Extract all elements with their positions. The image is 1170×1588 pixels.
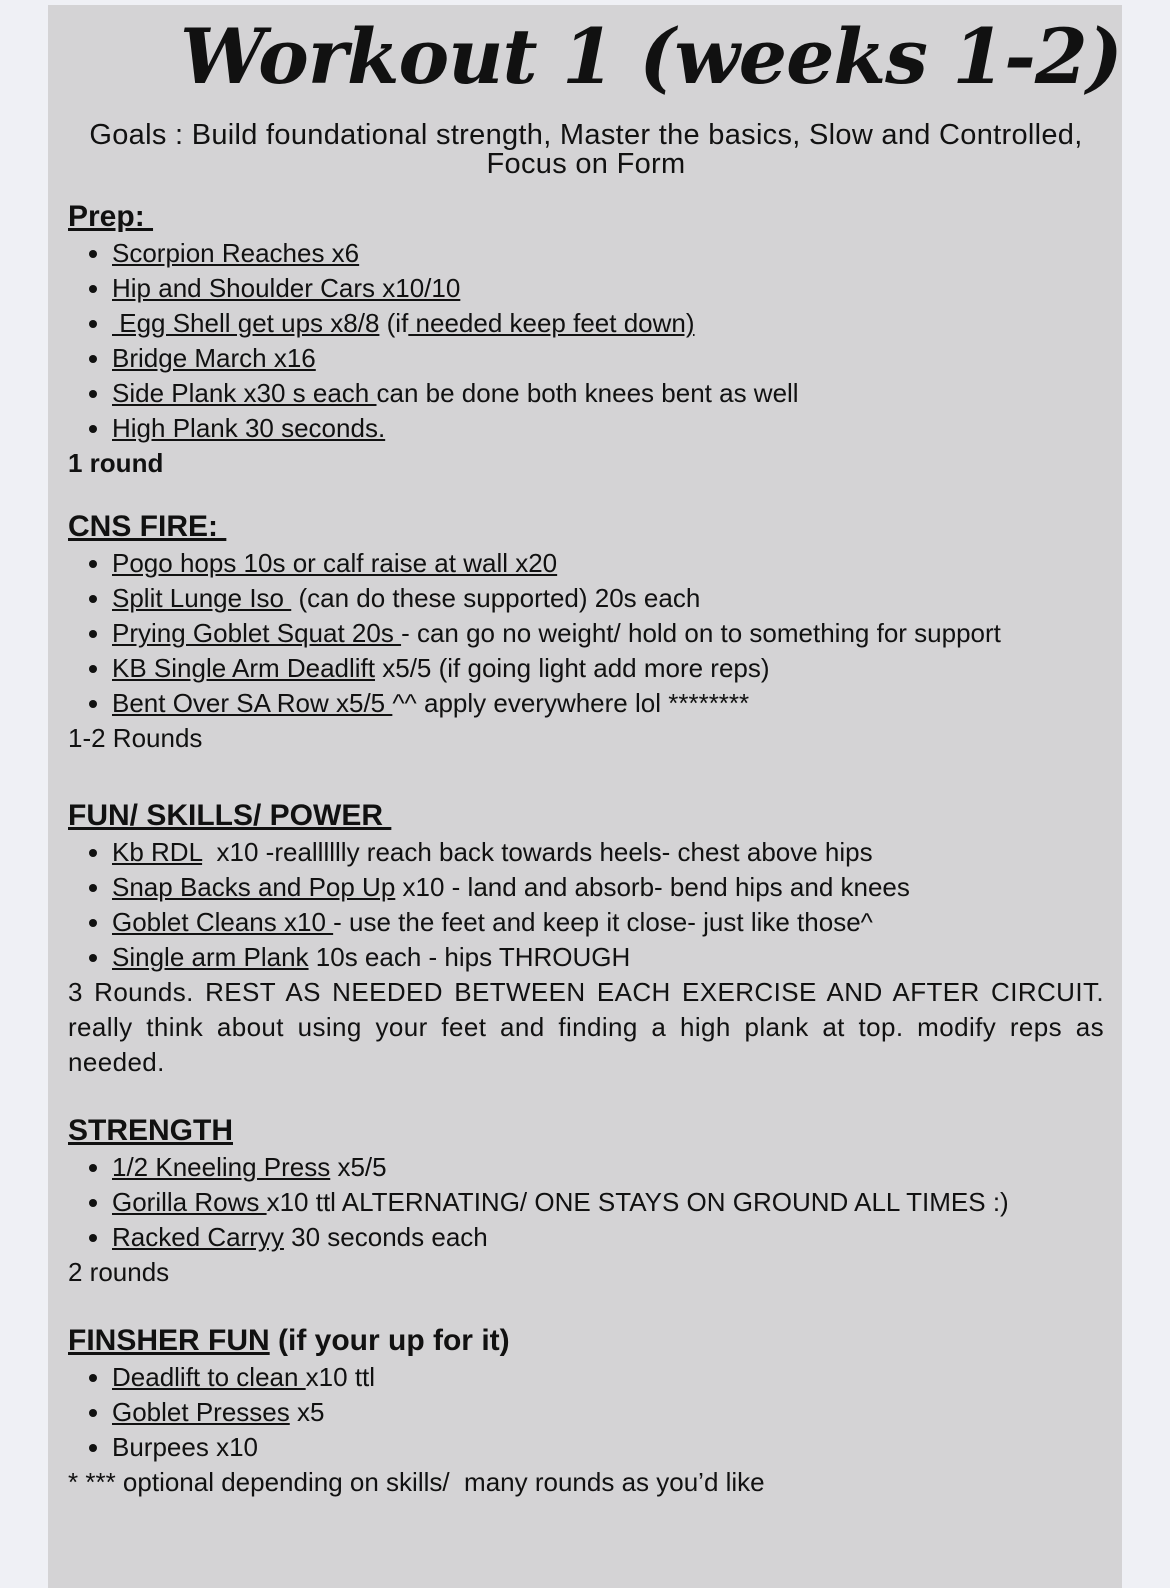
finisher-list	[68, 1360, 1104, 1465]
list-item: • Hip and Shoulder Cars x10/10	[112, 271, 1104, 306]
list-item: • Kb RDL x10 -realllllly reach back towards heels- chest above hips	[112, 835, 1104, 870]
strength-rounds: 2 rounds	[68, 1257, 170, 1287]
list-item: • Goblet Cleans x10 - use the feet and keep it close- just like those^	[112, 905, 1104, 940]
list-item: • KB Single Arm Deadlift x5/5 (if going light add more reps)	[112, 651, 1104, 686]
prep-section	[68, 200, 1104, 481]
list-item: • 1/2 Kneeling Press x5/5	[112, 1150, 1104, 1185]
list-item: • Goblet Presses x5	[112, 1395, 1104, 1430]
cns-heading: CNS FIRE:	[68, 510, 227, 543]
page-title: Workout 1 (weeks 1-2)	[180, 12, 1122, 101]
list-item: • High Plank 30 seconds.	[112, 411, 1104, 446]
list-item: • Scorpion Reaches x6	[112, 236, 1104, 271]
finisher-section	[68, 1324, 1104, 1500]
list-item: • Bent Over SA Row x5/5 ^^ apply everywhere lol ********	[112, 686, 1104, 721]
list-item: • Single arm Plank 10s each - hips THROUGH	[112, 940, 1104, 975]
finisher-heading-note: (if your up for it)	[269, 1324, 510, 1357]
list-item: • Snap Backs and Pop Up x10 - land and absorb- bend hips and knees	[112, 870, 1104, 905]
strength-list	[68, 1150, 1104, 1255]
workout-sheet	[48, 5, 1122, 1588]
cns-rounds: 1-2 Rounds	[68, 723, 203, 753]
list-item: • Pogo hops 10s or calf raise at wall x20	[112, 546, 1104, 581]
list-item: • Split Lunge Iso (can do these supported) 20s each	[112, 581, 1104, 616]
cns-list	[68, 546, 1104, 721]
fun-section	[68, 799, 1104, 1080]
list-item: • Bridge March x16	[112, 341, 1104, 376]
finisher-heading: FINSHER FUN (if your up for it)	[68, 1324, 510, 1357]
list-item: • Side Plank x30 s each can be done both knees bent as well	[112, 376, 1104, 411]
prep-heading: Prep:	[68, 200, 154, 233]
strength-section	[68, 1114, 1104, 1290]
prep-list	[68, 236, 1104, 446]
list-item: • Racked Carryy 30 seconds each	[112, 1220, 1104, 1255]
fun-heading: FUN/ SKILLS/ POWER	[68, 799, 392, 832]
list-item: • Egg Shell get ups x8/8 (if needed keep feet down)	[112, 306, 1104, 341]
list-item: • Deadlift to clean x10 ttl	[112, 1360, 1104, 1395]
list-item: • Burpees x10	[112, 1430, 1104, 1465]
strength-heading: STRENGTH	[68, 1114, 233, 1147]
fun-rounds: 3 Rounds. REST AS NEEDED BETWEEN EACH EXERCISE AND AFTER CIRCUIT. really think about using your feet and finding a high plank at top. modify reps as needed.	[68, 977, 1104, 1077]
list-item: • Prying Goblet Squat 20s - can go no weight/ hold on to something for support	[112, 616, 1104, 651]
list-item: • Gorilla Rows x10 ttl ALTERNATING/ ONE STAYS ON GROUND ALL TIMES :)	[112, 1185, 1104, 1220]
prep-rounds: 1 round	[68, 448, 164, 478]
goals-text: Goals : Build foundational strength, Master the basics, Slow and Controlled, Focus on Form	[89, 119, 1083, 180]
cns-section	[68, 510, 1104, 756]
fun-list	[68, 835, 1104, 975]
finisher-note: * *** optional depending on skills/ many rounds as you’d like	[68, 1467, 765, 1497]
